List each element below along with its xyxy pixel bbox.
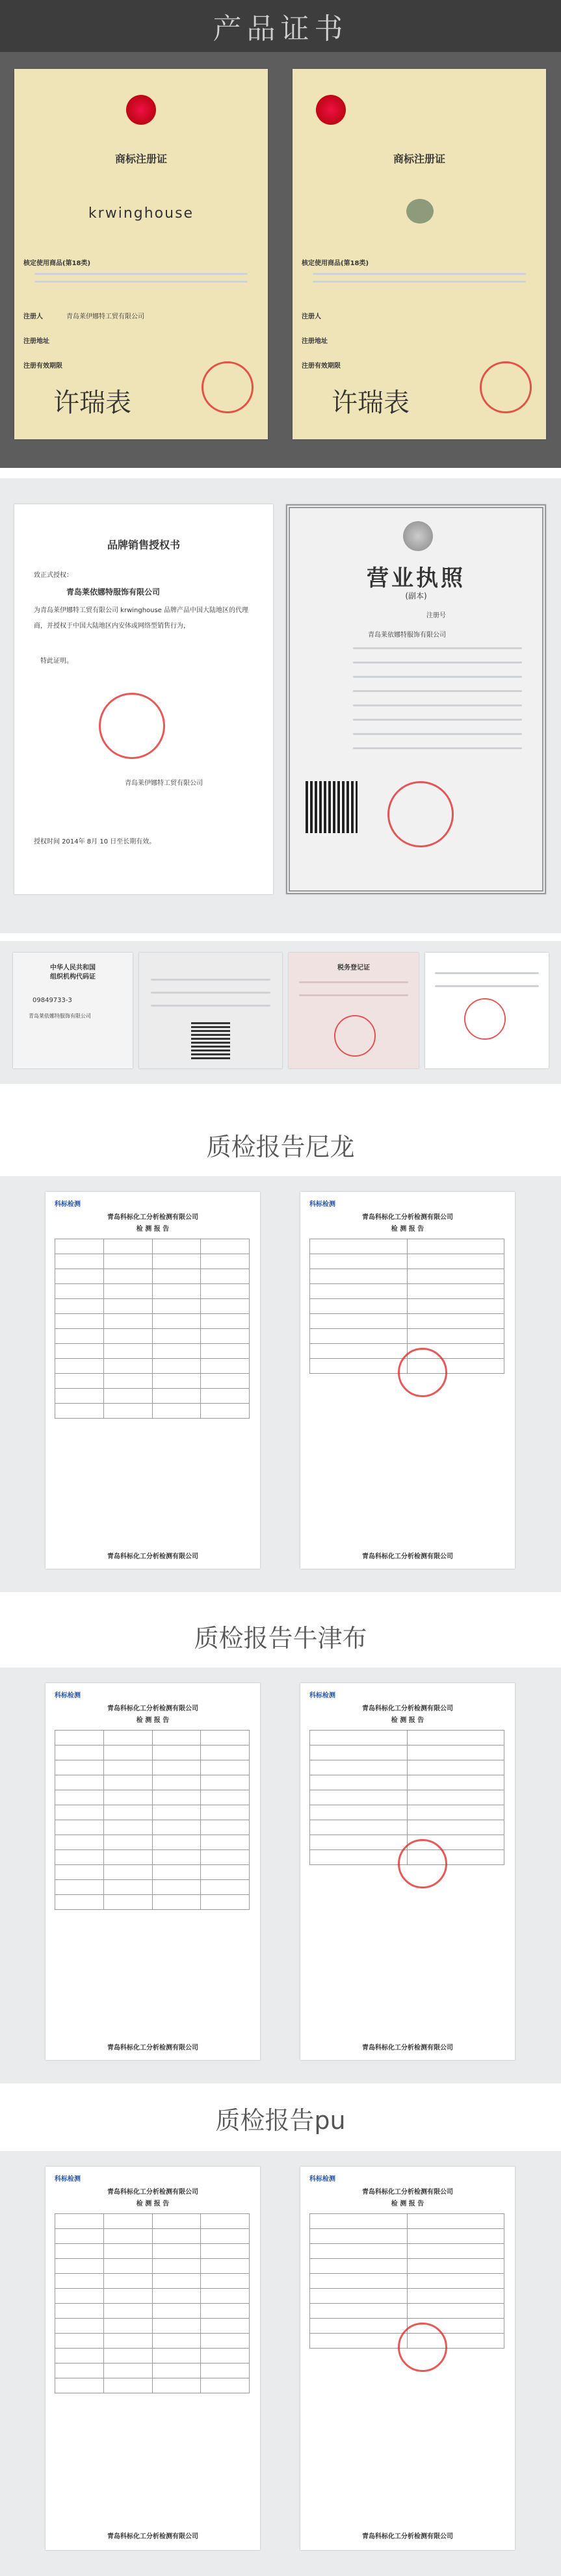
text-line [353,719,522,721]
report-title: 检 测 报 告 [136,1226,170,1233]
report-seal [398,1839,447,1888]
certificate-heading: 商标注册证 [393,153,445,165]
registrant-value: 青岛莱伊娜特工贸有限公司 [66,313,144,320]
org-code-certificate [13,953,133,1068]
address-label: 注册地址 [23,338,49,345]
text-line [435,985,539,987]
report-seal [398,2323,447,2372]
license-company: 青岛莱依娜特服饰有限公司 [368,632,446,639]
date-label: 注册有效期限 [302,363,341,370]
national-emblem-icon [126,95,156,125]
org-code-line2: 组织机构代码证 [50,973,96,981]
report-title: 检 测 报 告 [391,2200,424,2208]
oxford-report-page1 [46,1683,260,2060]
nylon-report-page1 [46,1192,260,1569]
report-seal [398,1348,447,1397]
tax-seal [334,1015,376,1057]
pu-report-page1 [46,2167,260,2550]
registration-label: 注册号 [426,612,446,619]
report-table [55,1239,250,1419]
text-line [313,281,526,283]
text-line [151,992,271,994]
tax-certificate-copy [425,953,549,1068]
letter-body: 为青岛莱伊娜特工贸有限公司 krwinghouse 品牌产品中国大陆地区的代理商，并授权于中国大陆地区内安体或网络型销售行为， [34,607,249,630]
report-company: 青岛科标化工分析检测有限公司 [362,1214,453,1221]
authorization-letter [14,504,273,894]
issuing-seal [387,781,454,847]
registrant-label: 注册人 [23,313,43,320]
oxford-report-title: 质检报告牛津布 [194,1624,367,1653]
text-line [151,1005,271,1007]
report-title: 检 测 报 告 [136,2200,170,2208]
text-line [353,690,522,692]
letter-closing: 特此证明。 [40,658,73,665]
org-code-copy [139,953,282,1068]
category-label: 核定使用商品(第18类) [302,260,369,267]
report-company: 青岛科标化工分析检测有限公司 [107,1214,198,1221]
report-company: 青岛科标化工分析检测有限公司 [107,1705,198,1712]
nylon-report-title: 质检报告尼龙 [206,1133,355,1161]
report-brand: 科标检测 [309,1201,335,1208]
date-label: 注册有效期限 [23,363,62,370]
text-line [353,733,522,735]
text-line [34,273,248,275]
company-name: 青岛莱依娜特服饰有限公司 [66,587,161,597]
text-line [151,979,271,981]
certificate-heading: 商标注册证 [114,153,167,165]
report-table [55,1730,250,1910]
report-brand: 科标检测 [309,1692,335,1699]
authorization-term: 授权时间 2014年 8月 10 日至长期有效。 [34,838,156,845]
license-sub: (副本) [405,591,427,600]
brand-mark: krwinghouse [88,205,194,222]
signer: 青岛莱伊娜特工贸有限公司 [125,780,203,787]
national-emblem-icon [316,95,346,125]
business-license [286,504,546,894]
signature: 许瑞表 [53,388,131,418]
category-label: 核定使用商品(第18类) [23,260,91,267]
text-line [435,972,539,974]
official-seal [480,361,532,413]
qr-code [306,781,358,833]
report-brand: 科标检测 [55,1692,81,1699]
org-name: 青岛莱依娜特服饰有限公司 [29,1013,91,1019]
report-company: 青岛科标化工分析检测有限公司 [362,2189,453,2196]
text-line [353,676,522,678]
greeting: 致正式授权： [34,572,73,579]
company-seal [99,693,165,759]
report-title: 检 测 报 告 [136,1717,170,1724]
report-brand: 科标检测 [309,2176,335,2183]
text-line [313,273,526,275]
bear-logo-icon [406,199,434,224]
report-footer: 青岛科标化工分析检测有限公司 [107,2044,198,2052]
registrant-label: 注册人 [302,313,321,320]
license-heading: 营业执照 [367,565,465,591]
letter-heading: 品牌销售授权书 [107,539,180,551]
report-brand: 科标检测 [55,1201,81,1208]
tax-heading: 税务登记证 [337,964,370,972]
report-title: 检 测 报 告 [391,1717,424,1724]
text-line [299,981,408,983]
report-title: 检 测 报 告 [391,1226,424,1233]
report-company: 青岛科标化工分析检测有限公司 [362,1705,453,1712]
text-line [353,704,522,706]
trademark-certificate-right [293,69,546,439]
report-footer: 青岛科标化工分析检测有限公司 [107,2533,198,2540]
tax-certificate [289,953,419,1068]
report-table [55,2213,250,2393]
pu-report-title: 质检报告pu [215,2106,346,2135]
report-footer: 青岛科标化工分析检测有限公司 [362,2044,453,2052]
oxford-report-page2 [300,1683,515,2060]
address-label: 注册地址 [302,338,328,345]
emblem-icon [403,521,433,551]
certificates-title: 产品证书 [213,12,348,45]
trademark-certificate-left [14,69,268,439]
official-seal [202,361,254,413]
tax-seal [464,998,506,1040]
text-line [34,281,248,283]
report-footer: 青岛科标化工分析检测有限公司 [362,1553,453,1560]
report-footer: 青岛科标化工分析检测有限公司 [362,2533,453,2540]
nylon-report-page2 [300,1192,515,1569]
report-company: 青岛科标化工分析检测有限公司 [107,2189,198,2196]
text-line [353,647,522,649]
signature: 许瑞表 [332,388,410,418]
org-code: 09849733-3 [33,997,72,1004]
barcode [191,1020,230,1059]
org-code-line1: 中华人民共和国 [50,964,96,972]
text-line [353,747,522,749]
pu-report-page2 [300,2167,515,2550]
text-line [353,662,522,663]
text-line [299,994,408,996]
report-brand: 科标检测 [55,2176,81,2183]
report-footer: 青岛科标化工分析检测有限公司 [107,1553,198,1560]
